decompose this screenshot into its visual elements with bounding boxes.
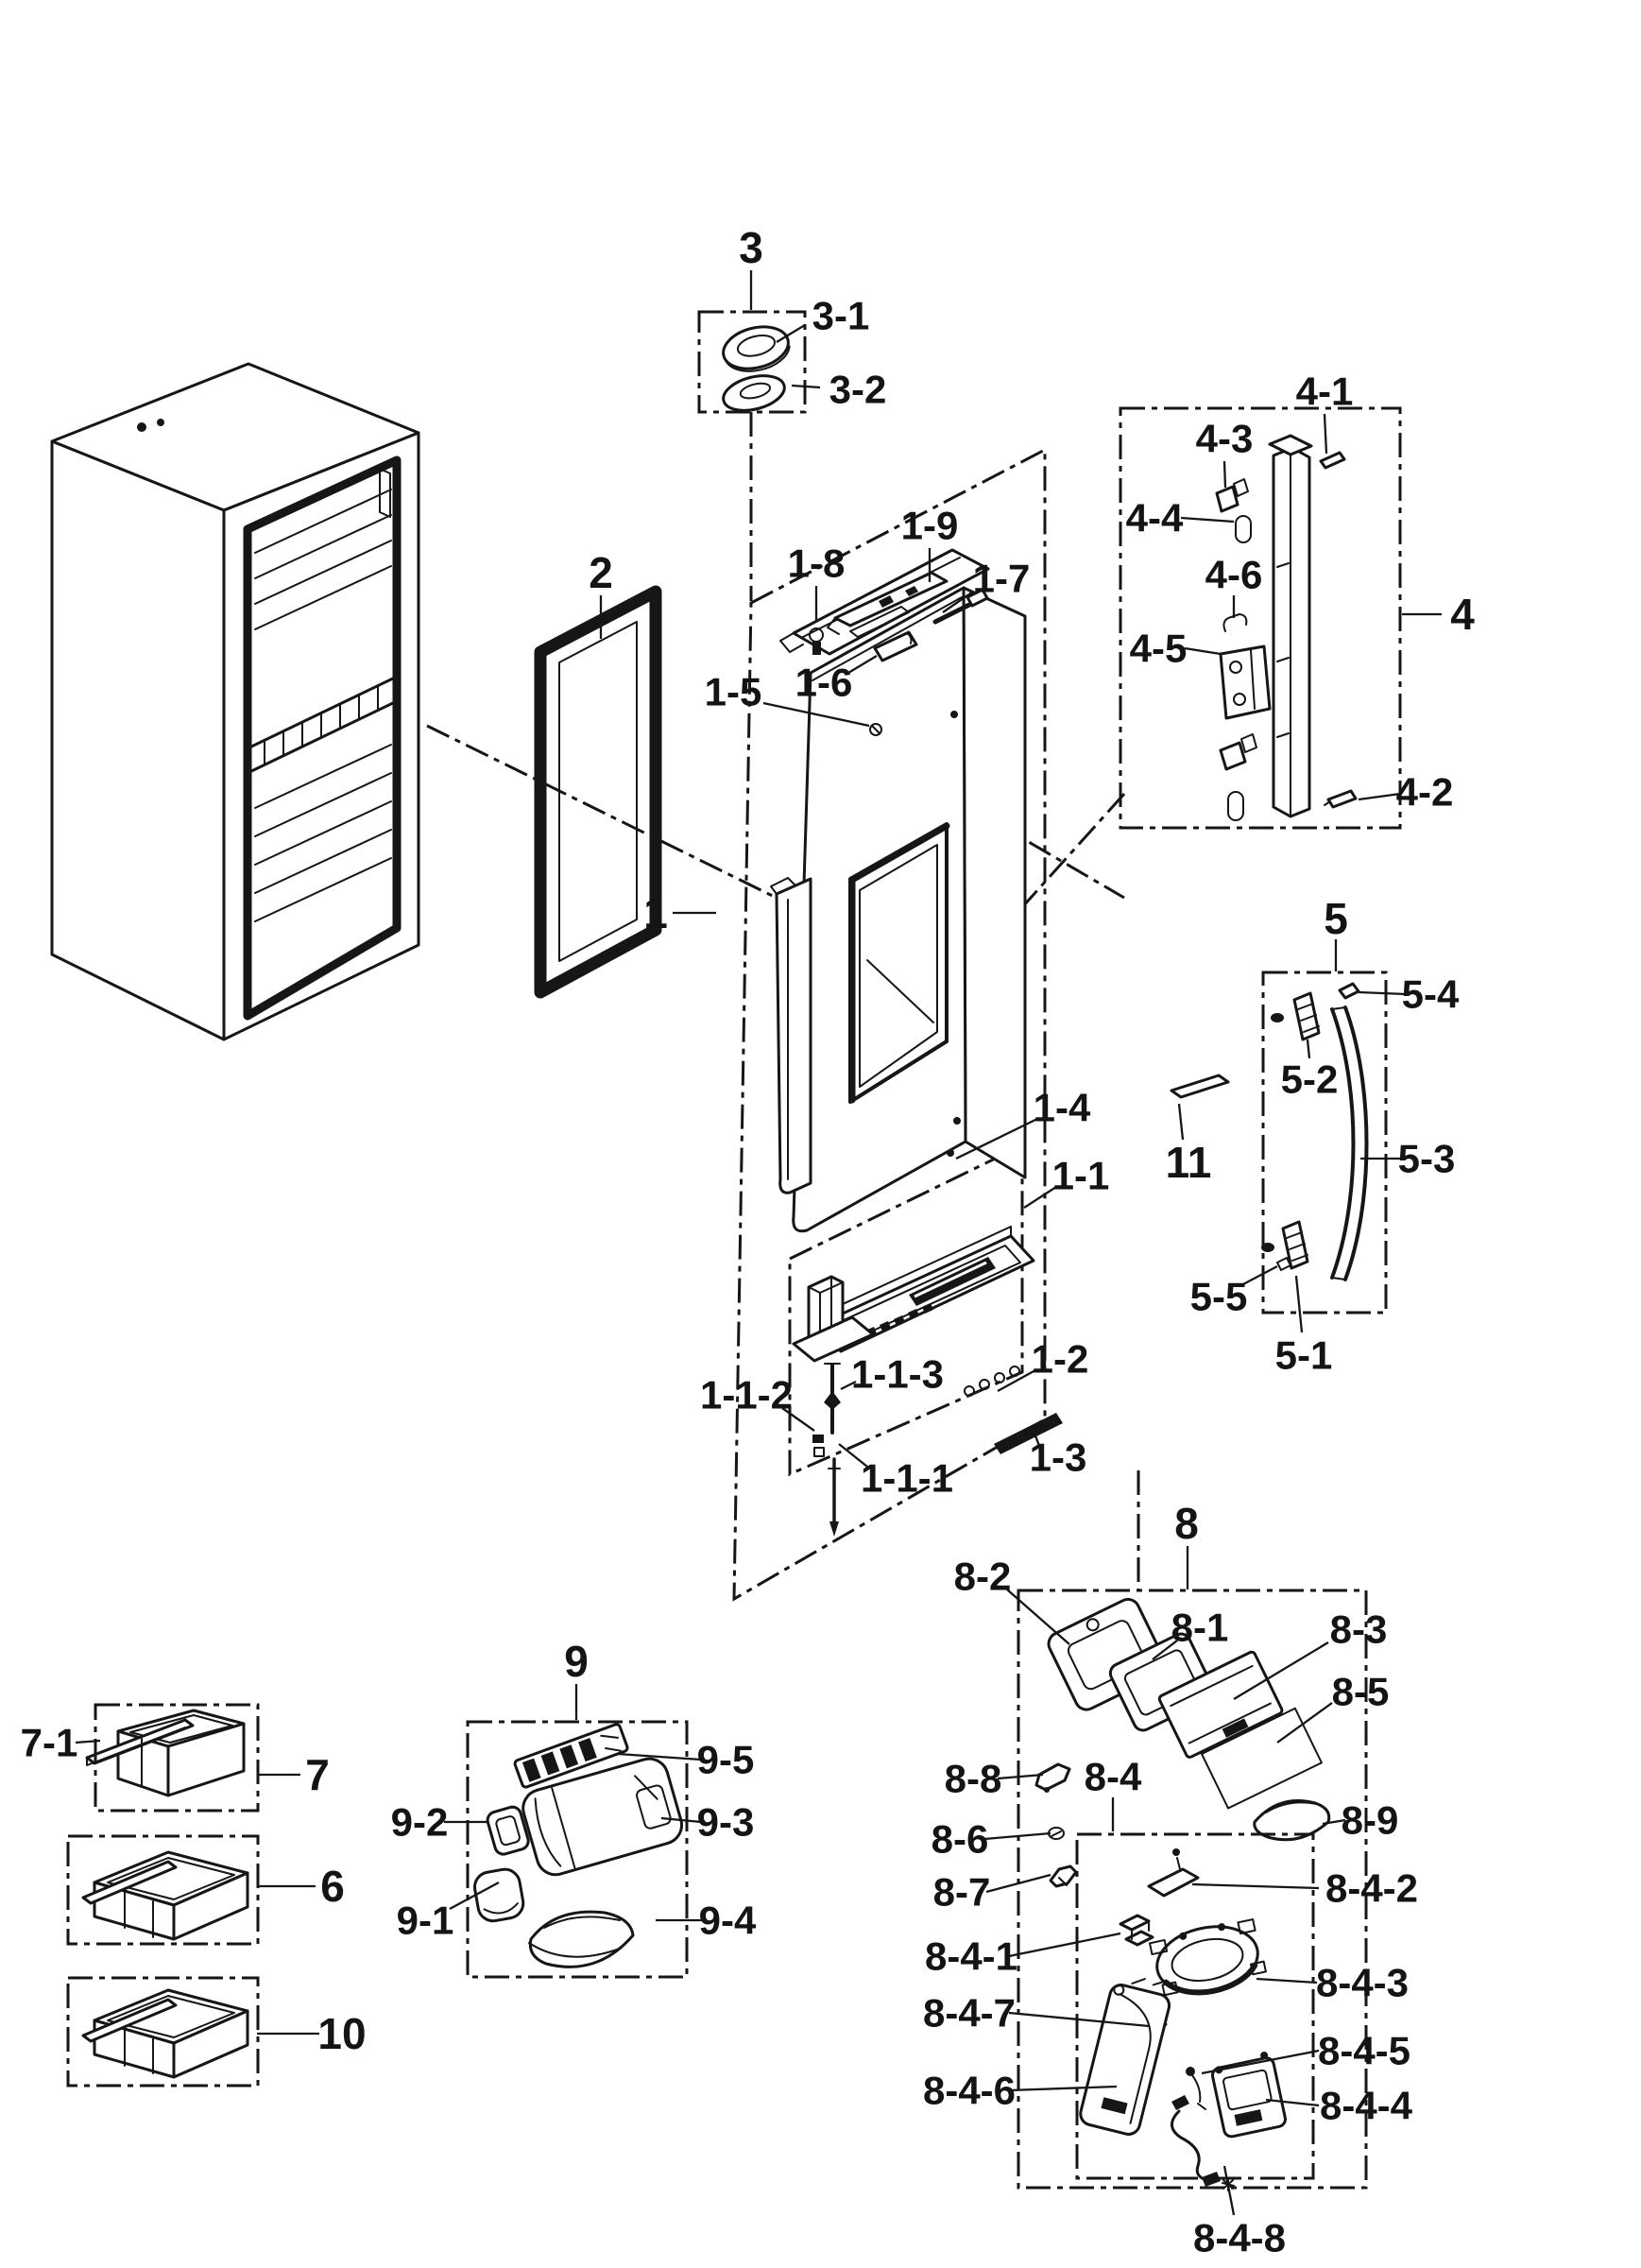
part-label-5-2: 5-2 xyxy=(1280,1057,1339,1102)
part-label-8: 8 xyxy=(1174,1499,1199,1549)
part-label-9-4: 9-4 xyxy=(698,1898,757,1943)
part-label-9-5: 9-5 xyxy=(696,1737,755,1782)
part-label-4-5: 4-5 xyxy=(1129,626,1188,671)
leader-5-4 xyxy=(1359,992,1406,994)
part-label-4-6: 4-6 xyxy=(1205,552,1263,597)
group-box-4 xyxy=(1120,408,1400,828)
part-label-7: 7 xyxy=(305,1750,330,1800)
part-label-3-1: 3-1 xyxy=(812,293,870,338)
part-label-8-4-6: 8-4-6 xyxy=(922,2068,1017,2113)
part-label-8-4-2: 8-4-2 xyxy=(1325,1865,1419,1911)
part-4-2-screw xyxy=(1328,791,1356,807)
part-3-2-cap xyxy=(720,370,788,417)
part-1-4-screw xyxy=(947,1149,954,1157)
leader-4-2 xyxy=(1359,794,1400,799)
part-label-8-4-3: 8-4-3 xyxy=(1315,1960,1410,2005)
part-label-8-9: 8-9 xyxy=(1341,1797,1399,1843)
part-label-1: 1 xyxy=(643,888,668,938)
part-9-4-scoop-tray xyxy=(529,1912,633,1967)
part-4-6-clip xyxy=(1223,614,1246,631)
part-4-1-pin xyxy=(1321,453,1344,468)
part-label-2: 2 xyxy=(589,548,613,598)
part-1-2-screws xyxy=(965,1366,1019,1396)
part-label-7-1: 7-1 xyxy=(20,1720,78,1765)
leader-4-3 xyxy=(1224,461,1225,488)
part-label-1-6: 1-6 xyxy=(795,660,853,705)
part-label-1-1-1: 1-1-1 xyxy=(860,1455,954,1501)
part-label-9: 9 xyxy=(564,1637,589,1687)
part-label-8-4-5: 8-4-5 xyxy=(1317,2028,1411,2073)
part-label-4-3: 4-3 xyxy=(1195,416,1254,461)
part-label-4: 4 xyxy=(1450,590,1475,640)
part-11-support xyxy=(1171,1075,1228,1097)
part-8-4-3-clamp-ring xyxy=(1149,1916,1268,2002)
part-9-ice-maker-group xyxy=(472,1724,686,1967)
part-label-8-3: 8-3 xyxy=(1329,1606,1388,1652)
part-label-5-5: 5-5 xyxy=(1189,1274,1248,1319)
part-label-8-4-4: 8-4-4 xyxy=(1319,2083,1413,2128)
leader-4-4 xyxy=(1181,518,1234,522)
part-label-5-4: 5-4 xyxy=(1401,971,1460,1017)
part-label-8-6: 8-6 xyxy=(931,1816,989,1862)
part-5-3-handle xyxy=(1332,1009,1354,1278)
leader-11 xyxy=(1179,1104,1183,1140)
part-label-1-7: 1-7 xyxy=(972,556,1031,601)
part-7-door-bin xyxy=(87,1710,244,1796)
part-label-1-3: 1-3 xyxy=(1029,1435,1087,1480)
part-9-1-motor-cup xyxy=(472,1867,525,1924)
part-4-hinge-bar-group xyxy=(1217,436,1356,820)
door-dispenser-housing xyxy=(777,879,811,1193)
part-label-1-9: 1-9 xyxy=(900,503,959,548)
part-3-1-cap xyxy=(719,320,794,378)
part-label-5-3: 5-3 xyxy=(1397,1136,1456,1181)
leader-5-2 xyxy=(1308,1040,1309,1058)
part-label-8-4-7: 8-4-7 xyxy=(922,1990,1017,2036)
part-6-door-bin xyxy=(83,1852,248,1939)
part-label-5: 5 xyxy=(1324,894,1348,944)
part-8-4-6-flap xyxy=(1078,1969,1174,2137)
part-8-4-5-lever xyxy=(1192,2075,1200,2102)
part-label-8-1: 8-1 xyxy=(1171,1605,1229,1650)
part-4-5-hinge xyxy=(1221,646,1270,718)
part-5-handle-group xyxy=(1261,984,1367,1280)
door-side-face xyxy=(964,588,1025,1177)
part-label-1-5: 1-5 xyxy=(704,669,762,714)
part-label-1-1-3: 1-1-3 xyxy=(850,1351,945,1397)
leader-9-5 xyxy=(618,1754,701,1760)
part-label-8-7: 8-7 xyxy=(932,1869,991,1915)
part-label-8-4-1: 8-4-1 xyxy=(924,1933,1018,1979)
part-8-4-2-plate xyxy=(1149,1869,1198,1896)
part-8-8-clip xyxy=(1036,1764,1069,1790)
part-label-11: 11 xyxy=(1165,1138,1212,1188)
leader-8-7 xyxy=(986,1875,1051,1892)
leader-4-1 xyxy=(1325,414,1326,454)
part-5-5-screw xyxy=(1277,1258,1291,1270)
part-label-5-1: 5-1 xyxy=(1274,1332,1333,1378)
part-5-1-mount xyxy=(1283,1222,1308,1268)
part-label-9-3: 9-3 xyxy=(696,1799,755,1845)
part-label-3-2: 3-2 xyxy=(829,367,887,412)
part-8-4-ice-chute-group xyxy=(1078,1848,1287,2191)
part-4-3-latch xyxy=(1217,487,1238,511)
part-1-1-2-clip xyxy=(812,1435,824,1443)
part-label-8-8: 8-8 xyxy=(944,1756,1002,1801)
part-8-4-1-bracket xyxy=(1120,1916,1153,1945)
leader-4-5 xyxy=(1185,648,1221,654)
refrigerator-cabinet xyxy=(52,364,419,1040)
part-4-4-cap xyxy=(1236,516,1251,542)
part-5-4-cap xyxy=(1340,984,1359,998)
part-label-8-4-8: 8-4-8 xyxy=(1192,2215,1287,2260)
leader-8-4-1 xyxy=(1009,1933,1120,1956)
part-label-9-1: 9-1 xyxy=(396,1898,454,1943)
part-label-8-4: 8-4 xyxy=(1084,1754,1142,1799)
leader-8-8 xyxy=(998,1775,1043,1778)
part-label-1-4: 1-4 xyxy=(1033,1085,1091,1130)
part-10-door-bin xyxy=(83,1990,248,2077)
leader-8-4-3 xyxy=(1256,1979,1317,1983)
part-5-2-mount xyxy=(1294,993,1319,1040)
leader-5-1 xyxy=(1296,1276,1302,1332)
leader-8-2 xyxy=(1007,1589,1069,1644)
leader-8-4-8 xyxy=(1224,2166,1234,2215)
part-label-1-1: 1-1 xyxy=(1051,1153,1110,1198)
leader-3-2 xyxy=(792,386,820,387)
part-2-door-gasket xyxy=(540,592,656,992)
part-label-9-2: 9-2 xyxy=(390,1799,449,1845)
part-label-3: 3 xyxy=(739,223,763,273)
part-label-8-2: 8-2 xyxy=(953,1554,1012,1599)
leader-8-4-2 xyxy=(1192,1884,1319,1888)
part-3-cap-group xyxy=(719,320,794,416)
part-label-4-2: 4-2 xyxy=(1395,769,1454,815)
part-label-8-5: 8-5 xyxy=(1331,1669,1390,1714)
leader-3-1 xyxy=(777,325,805,342)
part-label-4-1: 4-1 xyxy=(1295,369,1354,414)
part-label-1-2: 1-2 xyxy=(1031,1336,1089,1382)
part-label-10: 10 xyxy=(317,2009,367,2059)
part-label-4-4: 4-4 xyxy=(1125,495,1184,541)
part-label-1-1-2: 1-1-2 xyxy=(699,1372,794,1418)
part-label-6: 6 xyxy=(320,1862,345,1912)
part-label-1-8: 1-8 xyxy=(787,541,846,586)
